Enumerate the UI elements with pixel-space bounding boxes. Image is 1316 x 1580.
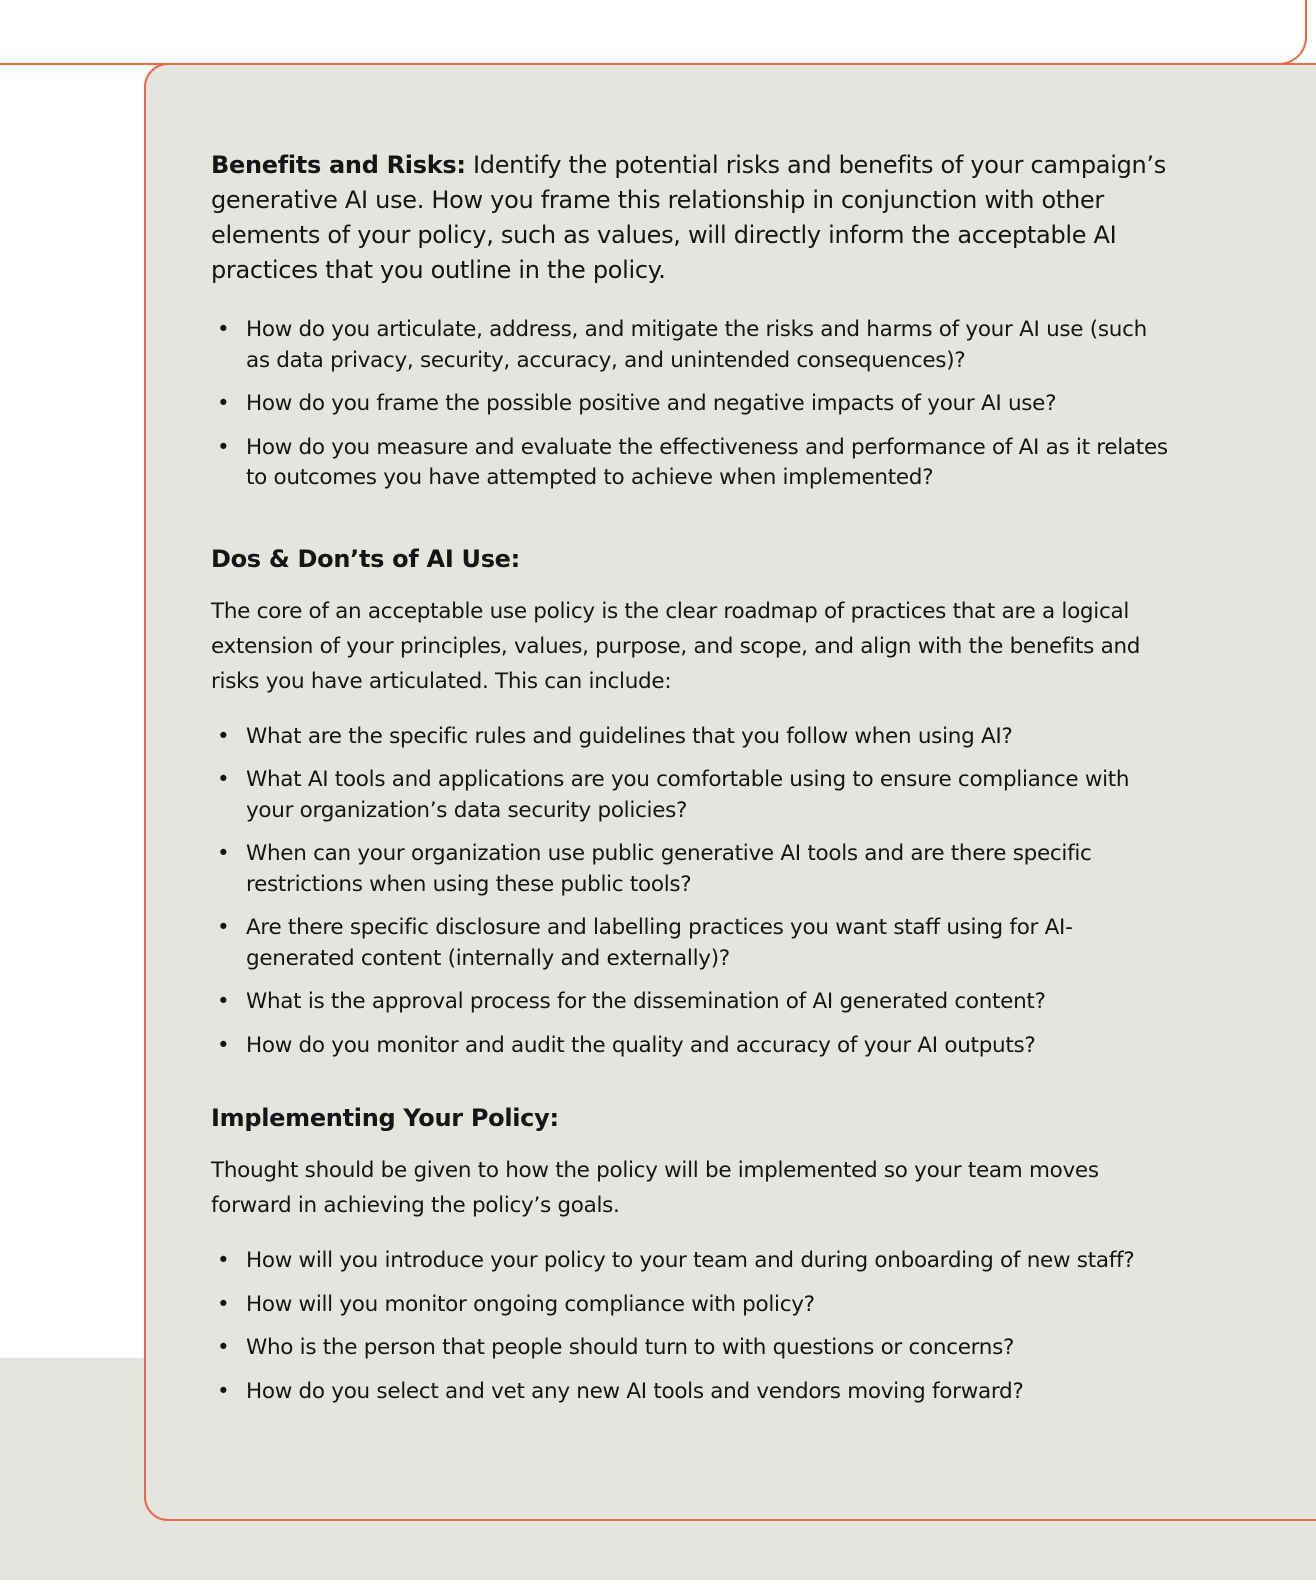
bullet-icon: • xyxy=(217,841,230,866)
benefits-text: Identify the potential risks and benefits of your campaign’s generative AI use. How you frame this relationship in conjunction with other elements of your policy, such as values, will directly inform the acceptable AI practices that you outline in the policy. xyxy=(211,151,1166,284)
list-item: • How do you measure and evaluate the effectiveness and performance of AI as it relates to outcomes you have attempted to achieve when implemented? xyxy=(217,434,1168,490)
implementing-heading: Implementing Your Policy: xyxy=(211,1104,559,1132)
list-item: • What are the specific rules and guidelines that you follow when using AI? xyxy=(211,722,1171,753)
bullet-icon: • xyxy=(217,434,230,460)
list-item: • How do you articulate, address, and mitigate the risks and harms of your AI use (such as data privacy, security, accuracy, and unintended consequences)? xyxy=(217,317,1147,373)
bullet-icon: • xyxy=(217,1335,230,1360)
benefits-label: Benefits and Risks: xyxy=(211,151,466,179)
dos-donts-list xyxy=(211,722,1171,1062)
card-content xyxy=(211,148,1171,1420)
bullet-icon: • xyxy=(217,391,230,416)
list-item: • How do you frame the possible positive and negative impacts of your AI use? xyxy=(211,389,1171,420)
bullet-icon: • xyxy=(217,1291,230,1317)
dos-donts-paragraph: The core of an acceptable use policy is the clear roadmap of practices that are a logical extension of your principles, values, purpose, and scope, and align with the benefits and risks you have articulated. This can include: xyxy=(211,598,1141,694)
bullet-icon: • xyxy=(217,1248,230,1273)
bullet-icon: • xyxy=(217,1032,230,1058)
bullet-icon: • xyxy=(217,1378,230,1404)
bullet-icon: • xyxy=(217,723,230,749)
list-item: • What AI tools and applications are you comfortable using to ensure compliance with your organization’s data security policies? xyxy=(217,767,1130,823)
list-item: • Are there specific disclosure and labelling practices you want staff using for AI-generated content (internally and externally)? xyxy=(217,915,1073,971)
bullet-icon: • xyxy=(217,915,230,940)
list-item: • Who is the person that people should turn to with questions or concerns? xyxy=(211,1333,1171,1364)
implementing-paragraph: Thought should be given to how the policy will be implemented so your team moves forward in achieving the policy’s goals. xyxy=(211,1158,1099,1218)
decorative-footer-band xyxy=(0,1519,1316,1580)
list-item: • How will you introduce your policy to your team and during onboarding of new staff? xyxy=(211,1246,1171,1277)
list-item: • How do you select and vet any new AI tools and vendors moving forward? xyxy=(211,1377,1171,1408)
bullet-icon: • xyxy=(217,317,230,342)
implementing-list xyxy=(211,1246,1171,1407)
dos-donts-heading: Dos & Don’ts of AI Use: xyxy=(211,544,520,573)
list-item: • How do you monitor and audit the quality and accuracy of your AI outputs? xyxy=(211,1031,1171,1062)
benefits-intro xyxy=(211,148,1171,288)
list-item: • What is the approval process for the dissemination of AI generated content? xyxy=(211,987,1171,1018)
previous-card xyxy=(0,0,1307,65)
bullet-icon: • xyxy=(217,989,230,1014)
bullet-icon: • xyxy=(217,767,230,792)
list-item: • When can your organization use public generative AI tools and are there specific restrictions when using these public tools? xyxy=(217,841,1092,897)
benefits-list xyxy=(211,315,1171,494)
list-item: • How will you monitor ongoing compliance with policy? xyxy=(211,1290,1171,1321)
